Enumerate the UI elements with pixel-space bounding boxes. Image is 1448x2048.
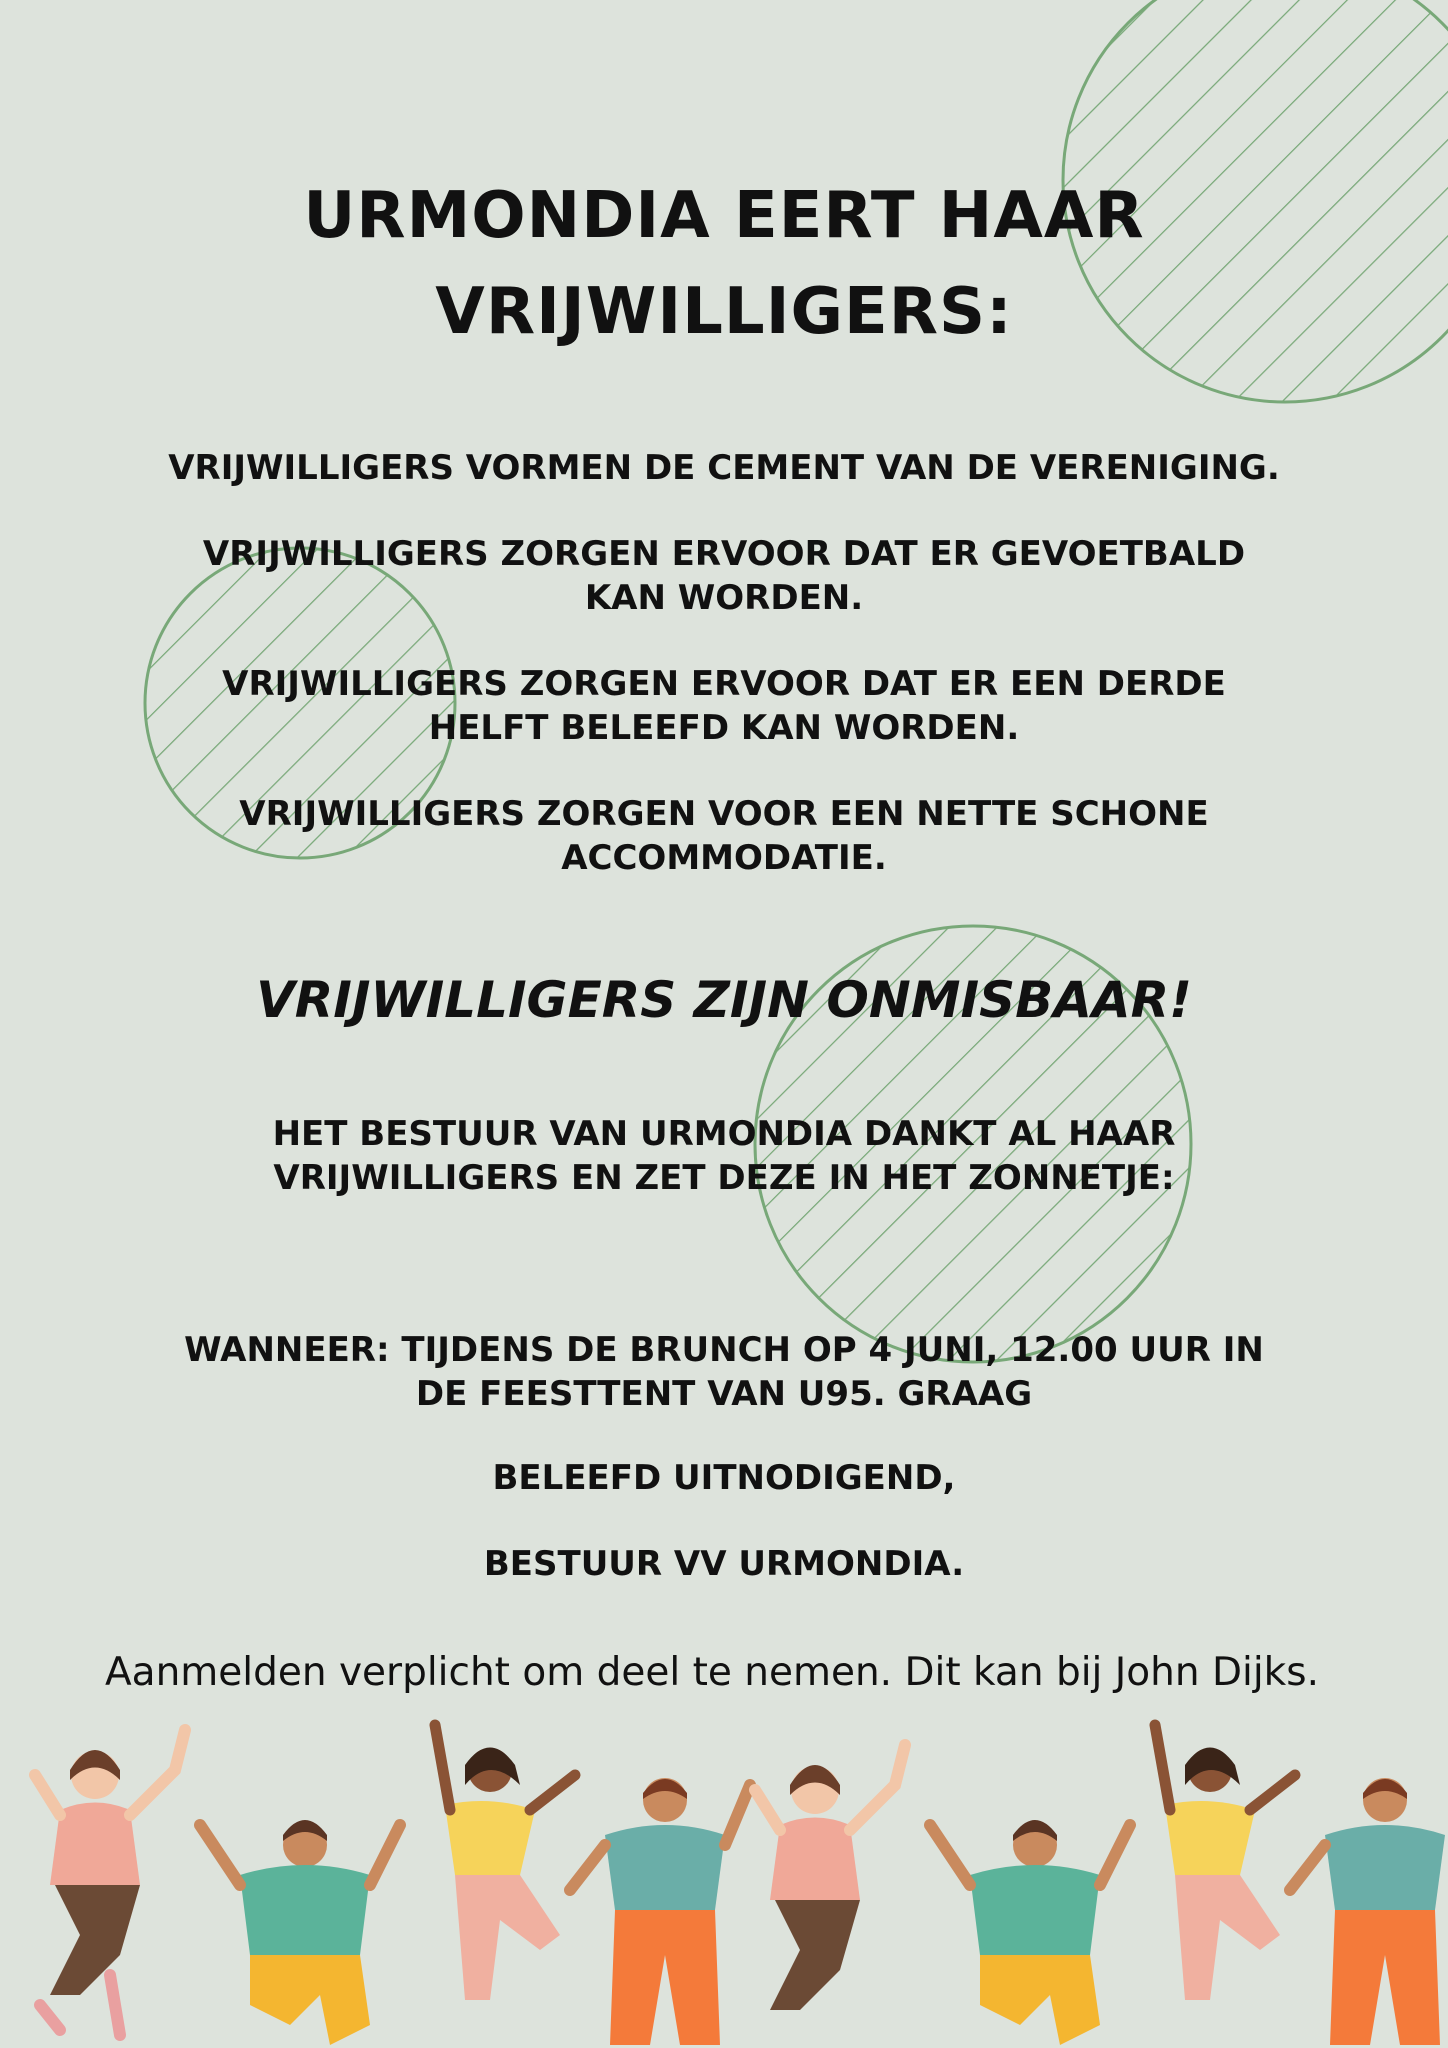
paragraph-line: VRIJWILLIGERS EN ZET DEZE IN HET ZONNETJE: [273,1158,1175,1198]
title-line: URMONDIA EERT HAAR [303,179,1145,253]
person-figure-green [200,1820,400,2045]
closing-text: BELEEFD UITNODIGEND, [492,1458,956,1498]
paragraph-line: DE FEESTTENT VAN U95. GRAAG [415,1374,1033,1414]
paragraph-line: HET BESTUUR VAN URMONDIA DANKT AL HAAR [272,1114,1176,1154]
paragraph-accommodation [0,792,1448,880]
paragraph-cement [0,446,1448,490]
person-figure-green-2 [930,1820,1130,2045]
paragraph-when [0,1328,1448,1416]
paragraph-line: VRIJWILLIGERS ZORGEN VOOR EEN NETTE SCHONE [239,794,1209,834]
slogan: VRIJWILLIGERS ZIJN ONMISBAAR! [256,971,1192,1029]
person-figure-teal [570,1778,750,2045]
paragraph-line: VRIJWILLIGERS ZORGEN ERVOOR DAT ER GEVOETBALD [202,534,1246,574]
paragraph-line: ACCOMMODATIE. [561,838,887,878]
paragraph-line: VRIJWILLIGERS VORMEN DE CEMENT VAN DE VERENIGING. [168,448,1280,488]
dancing-people-illustration [0,1715,1448,2048]
person-figure-yellow [435,1725,575,2000]
person-figure-yellow-2 [1155,1725,1295,2000]
registration-note: Aanmelden verplicht om deel te nemen. Dit kan bij John Dijks. [105,1650,1319,1695]
paragraph-line: VRIJWILLIGERS ZORGEN ERVOOR DAT ER EEN DERDE [222,664,1226,704]
paragraph-thanks [0,1112,1448,1200]
paragraph-line: HELFT BELEEFD KAN WORDEN. [428,708,1020,748]
person-figure-teal-2 [1290,1778,1445,2045]
person-figure-pink-2 [755,1745,905,2010]
poster-title [0,168,1448,360]
paragraph-line: WANNEER: TIJDENS DE BRUNCH OP 4 JUNI, 12.00 UUR IN [184,1330,1264,1370]
paragraph-third-half [0,662,1448,750]
paragraph-football [0,532,1448,620]
person-figure-pink [35,1730,185,2035]
signature-text: BESTUUR VV URMONDIA. [483,1544,965,1584]
title-line: VRIJWILLIGERS: [435,275,1013,349]
paragraph-line: KAN WORDEN. [584,578,864,618]
